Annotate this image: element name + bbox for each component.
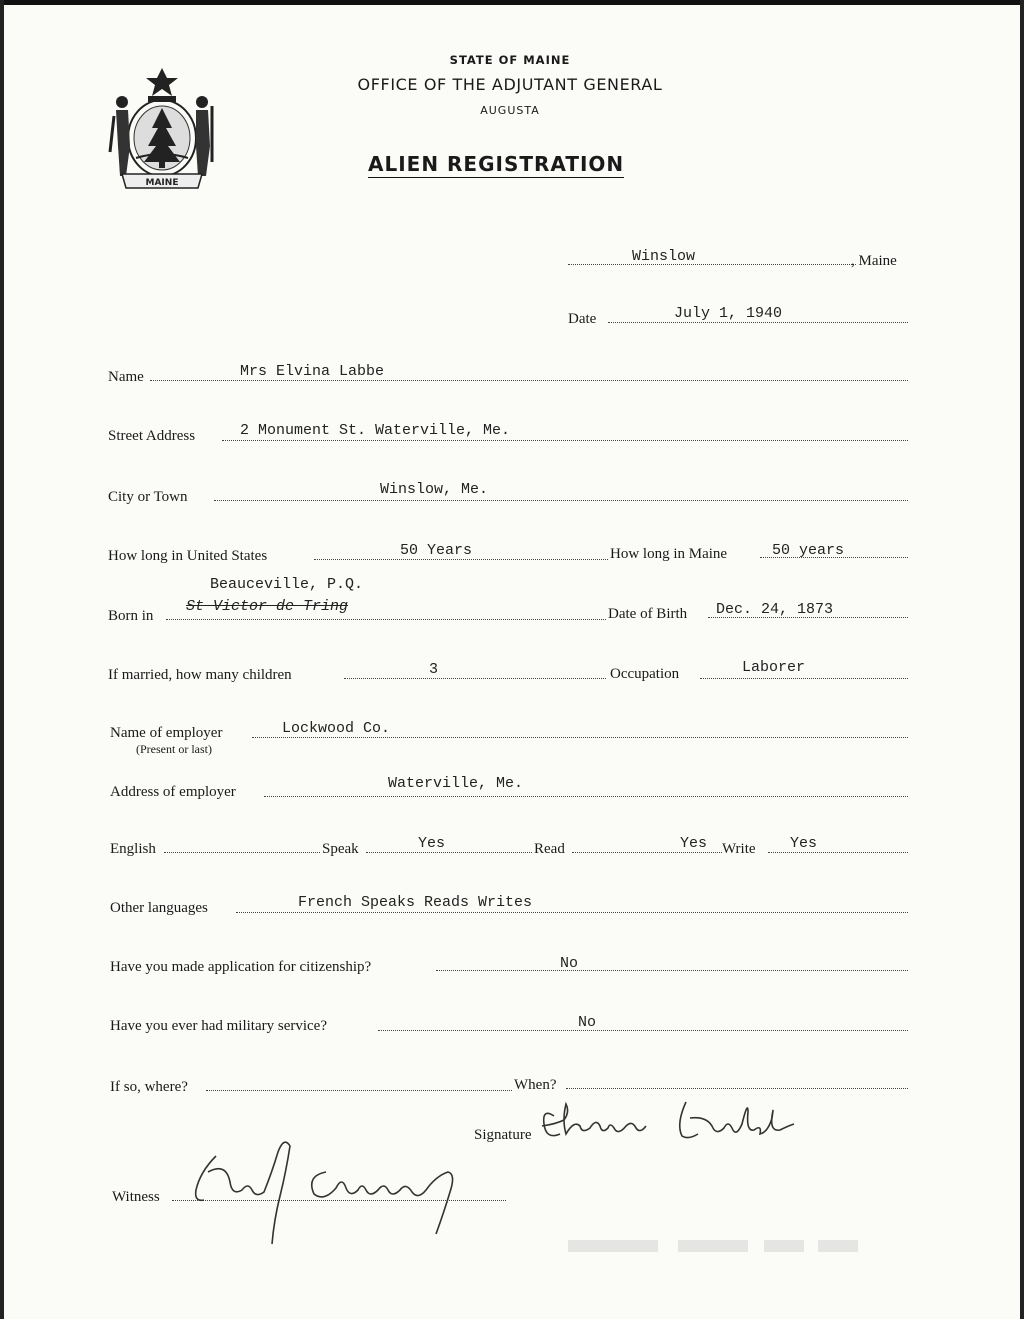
children-line [344,678,606,679]
read-value: Yes [680,835,708,852]
city-label: City or Town [108,489,188,505]
military-label: Have you ever had military service? [110,1018,327,1034]
citizenship-line [436,970,908,971]
street-value: 2 Monument St. Waterville, Me. [240,422,511,439]
employer-address-value: Waterville, Me. [388,775,524,792]
employer-sublabel: (Present or last) [136,742,212,756]
scan-border-right [1020,0,1024,1319]
english-line [164,852,320,853]
speak-value: Yes [418,835,446,852]
date-line [608,322,908,323]
header-state: STATE OF MAINE [449,53,571,67]
town-suffix: , Maine [851,253,897,269]
citizenship-value: No [560,955,579,972]
date-value: July 1, 1940 [674,305,783,322]
other-languages-line [236,912,908,913]
city-value: Winslow, Me. [380,481,489,498]
when-label: When? [514,1077,557,1093]
street-line [222,440,908,441]
born-struck-value: St Victor de Tring [186,598,349,615]
born-label: Born in [108,608,154,624]
header-city: AUGUSTA [480,104,540,117]
maine-time-label: How long in Maine [610,546,728,562]
occupation-label: Occupation [610,666,680,682]
employer-address-label: Address of employer [110,784,236,800]
dob-value: Dec. 24, 1873 [716,601,834,618]
other-languages-label: Other languages [110,900,208,916]
employer-value: Lockwood Co. [282,720,391,737]
occupation-line [700,678,908,679]
write-line [768,852,908,853]
write-value: Yes [790,835,818,852]
write-label: Write [722,841,756,857]
us-time-label: How long in United States [108,548,268,564]
name-label: Name [108,369,144,385]
witness-signature-image [186,1132,476,1250]
citizenship-label: Have you made application for citizenship? [110,959,372,975]
name-line [150,380,908,381]
children-value: 3 [429,661,439,678]
scan-border-top [0,0,1024,5]
employer-address-line [264,796,908,797]
dob-label: Date of Birth [608,606,688,622]
english-label: English [110,841,156,857]
occupation-value: Laborer [742,659,806,676]
town-value: Winslow [632,248,696,265]
employer-line [252,737,908,738]
signature-image [536,1094,826,1154]
speak-line [366,852,532,853]
header-office: OFFICE OF THE ADJUTANT GENERAL [357,75,663,94]
form-title: ALIEN REGISTRATION [368,152,625,176]
born-value: Beauceville, P.Q. [210,576,364,593]
employer-label: Name of employer [110,725,223,741]
signature-label: Signature [474,1127,532,1143]
seal-text: MAINE [145,178,179,188]
where-label: If so, where? [110,1079,188,1095]
us-time-line [314,559,608,560]
scan-border-left [0,0,4,1319]
maine-state-seal-icon [108,66,216,190]
street-label: Street Address [108,428,196,444]
when-line [566,1088,908,1089]
witness-label: Witness [112,1189,160,1205]
speak-label: Speak [322,841,359,857]
military-line [378,1030,908,1031]
maine-time-value: 50 years [772,542,845,559]
date-label: Date [568,311,597,327]
name-value: Mrs Elvina Labbe [240,363,385,380]
city-line [214,500,908,501]
where-line [206,1090,512,1091]
town-line [568,264,856,265]
us-time-value: 50 Years [400,542,473,559]
read-label: Read [534,841,565,857]
read-line [572,852,722,853]
other-languages-value: French Speaks Reads Writes [298,894,533,911]
born-line [166,619,606,620]
faint-stamp-mark [568,1236,868,1258]
military-value: No [578,1014,597,1031]
children-label: If married, how many children [108,667,292,683]
